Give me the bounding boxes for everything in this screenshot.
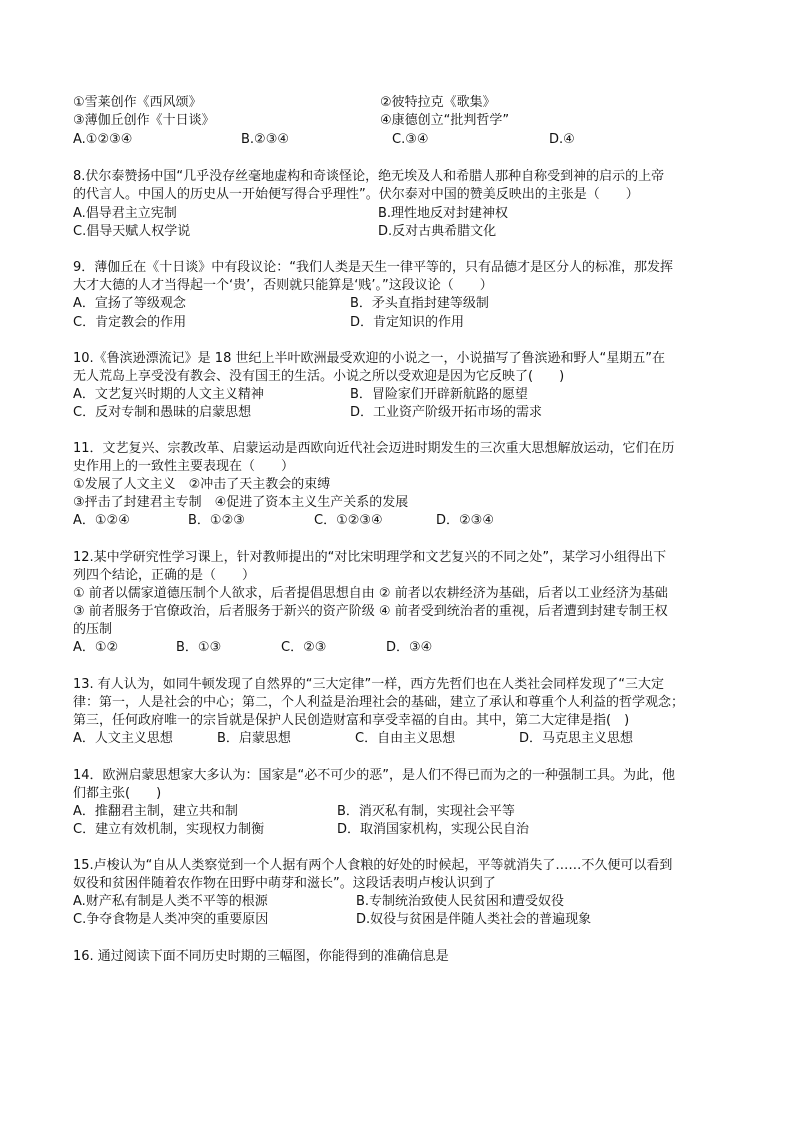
question-9-stem: 9．薄伽丘在《十日谈》中有段议论：“我们人类是天生一律平等的，只有品德才是区分人的标准，那发挥 [73, 260, 674, 275]
q15-choice-a: A.财产私有制是人类不平等的根源 [73, 894, 268, 909]
q13-choice-b: B．启蒙思想 [217, 731, 291, 746]
question-15-stem-cont: 奴役和贫困伴随着农作物在田野中萌芽和滋长”。这段话表明卢梭认识到了 [73, 876, 496, 891]
q13-choice-c: C．自由主义思想 [355, 731, 456, 746]
q11-choice-a: A．①②④ [73, 513, 130, 528]
choice-d: D.④ [549, 132, 575, 147]
q8-choice-b: B.理性地反对封建神权 [378, 206, 509, 221]
question-13-stem-cont-1: 律：第一，人是社会的中心；第二，个人利益是治理社会的基础，建立了承认和尊重个人利益的哲学观念； [73, 695, 685, 710]
question-14-stem: 14．欧洲启蒙思想家大多认为：国家是“必不可少的恶”，是人们不得已而为之的一种强制工具。为此，他 [73, 768, 676, 783]
question-8-stem: 8.伏尔泰赞扬中国“几乎没存丝毫地虚构和奇谈怪论，绝无埃及人和希腊人那种自称受到神的启示的上帝 [73, 169, 665, 184]
choice-b: B.②③④ [241, 132, 290, 147]
q14-choice-b: B．消灭私有制，实现社会平等 [337, 804, 515, 819]
option-1: ①雪莱创作《西风颂》 [73, 95, 202, 110]
option-3: ③薄伽丘创作《十日谈》 [73, 113, 215, 128]
q9-choice-d: D．肯定知识的作用 [350, 315, 465, 330]
q15-choice-b: B.专制统治致使人民贫困和遭受奴役 [356, 894, 565, 909]
q9-choice-b: B．矛头直指封建等级制 [350, 296, 489, 311]
question-8-stem-cont: 的代言人。中国人的历史从一开始便写得合乎理性”。伏尔泰对中国的赞美反映出的主张是（ ） [73, 187, 639, 202]
q10-choice-c: C．反对专制和愚昧的启蒙思想 [73, 405, 252, 420]
q11-choice-c: C．①②③④ [314, 513, 383, 528]
q13-choice-d: D．马克思主义思想 [519, 731, 634, 746]
q10-choice-d: D．工业资产阶级开拓市场的需求 [350, 405, 543, 420]
q8-choice-d: D.反对古典希腊文化 [378, 224, 497, 239]
q12-statements-2: ③ 前者服务于官僚政治，后者服务于新兴的资产阶级 ④ 前者受到统治者的重视，后者遭到封建专制王权 [73, 604, 668, 619]
q15-choice-d: D.奴役与贫困是伴随人类社会的普遍现象 [356, 912, 592, 927]
q12-choice-b: B．①③ [176, 640, 222, 655]
q13-choice-a: A．人文主义思想 [73, 731, 173, 746]
q9-choice-c: C．肯定教会的作用 [73, 315, 187, 330]
q9-choice-a: A．宣扬了等级观念 [73, 296, 186, 311]
q12-choice-c: C．②③ [281, 640, 327, 655]
q8-choice-a: A.倡导君主立宪制 [73, 206, 177, 221]
question-15-stem: 15.卢梭认为“自从人类察觉到一个人据有两个人食粮的好处的时候起，平等就消失了……不久便可以看到 [73, 858, 673, 873]
question-14-stem-cont: 们都主张( ) [73, 786, 162, 801]
question-12-stem-cont: 列四个结论，正确的是（ ） [73, 568, 256, 583]
question-12-stem: 12.某中学研究性学习课上，针对教师提出的“对比宋明理学和文艺复兴的不同之处”，某学习小组得出下 [73, 550, 667, 565]
question-16-stem: 16. 通过阅读下面不同历史时期的三幅图，你能得到的准确信息是 [73, 949, 449, 964]
option-2: ②彼特拉克《歌集》 [380, 95, 496, 110]
option-4: ④康德创立“批判哲学” [380, 113, 510, 128]
q15-choice-c: C.争夺食物是人类冲突的重要原因 [73, 912, 269, 927]
choice-a: A.①②③④ [73, 132, 133, 147]
q14-choice-a: A．推翻君主制，建立共和制 [73, 804, 238, 819]
question-10-stem-cont: 无人荒岛上享受没有教会、没有国王的生活。小说之所以受欢迎是因为它反映了( ) [73, 369, 565, 384]
q14-choice-d: D．取消国家机构，实现公民自治 [337, 822, 530, 837]
q12-choice-a: A．①② [73, 640, 119, 655]
question-9-stem-cont: 大才大德的人才当得起一个‘贵’，否则就只能算是‘贱’。”这段议论（ ） [73, 278, 493, 293]
question-10-stem: 10.《鲁滨逊漂流记》是 18 世纪上半叶欧洲最受欢迎的小说之一，小说描写了鲁滨逊和野人“星期五”在 [73, 351, 665, 366]
choice-c: C.③④ [392, 132, 429, 147]
q11-choice-b: B．①②③ [188, 513, 245, 528]
q12-statements-1: ① 前者以儒家道德压制个人欲求，后者提倡思想自由 ② 前者以农耕经济为基础，后者以工业经济为基础 [73, 586, 668, 601]
q12-choice-d: D．③④ [386, 640, 433, 655]
q12-statements-3: 的压制 [73, 622, 113, 637]
q11-statements-2: ③抨击了封建君主专制 ④促进了资本主义生产关系的发展 [73, 495, 409, 510]
q11-choice-d: D．②③④ [436, 513, 494, 528]
q10-choice-a: A．文艺复兴时期的人文主义精神 [73, 387, 264, 402]
question-11-stem: 11．文艺复兴、宗教改革、启蒙运动是西欧向近代社会迈进时期发生的三次重大思想解放运动，它们在历 [73, 441, 675, 456]
q10-choice-b: B．冒险家们开辟新航路的愿望 [350, 387, 528, 402]
question-11-stem-cont: 史作用上的一致性主要表现在（ ） [73, 459, 295, 474]
q14-choice-c: C．建立有效机制，实现权力制衡 [73, 822, 265, 837]
q8-choice-c: C.倡导天赋人权学说 [73, 224, 191, 239]
question-13-stem: 13. 有人认为，如同牛顿发现了自然界的“三大定律”一样，西方先哲们也在人类社会同样发现了“三大定 [73, 677, 665, 692]
q11-statements-1: ①发展了人文主义 ②冲击了天主教会的束缚 [73, 477, 331, 492]
question-13-stem-cont-2: 第三，任何政府唯一的宗旨就是保护人民创造财富和享受幸福的自由。其中，第二大定律是指( ) [73, 713, 630, 728]
